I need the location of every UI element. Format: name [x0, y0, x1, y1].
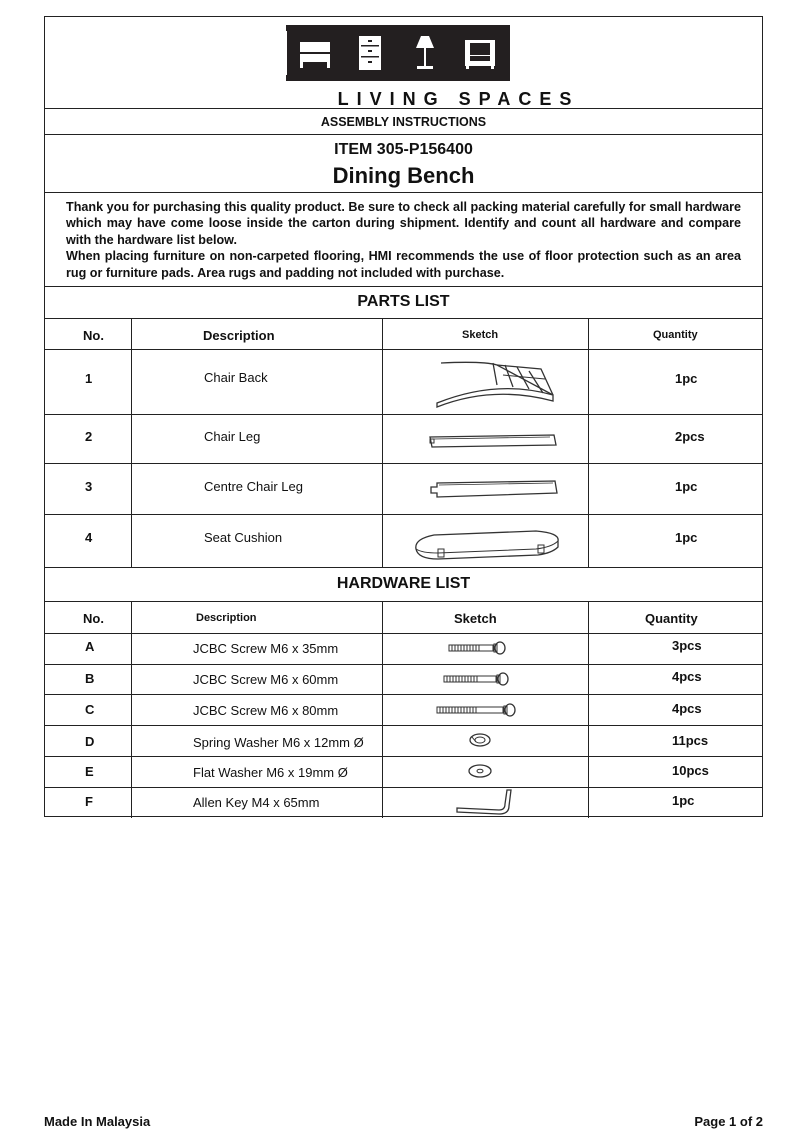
- table-row: [45, 350, 762, 415]
- brand-name: LIVING SPACES: [337, 89, 580, 109]
- hardware-quantity: 4pcs: [672, 669, 702, 684]
- hardware-quantity: 10pcs: [672, 763, 709, 778]
- flat-washer-icon: [467, 763, 493, 779]
- column-divider: [588, 319, 589, 568]
- part-no: 3: [85, 479, 93, 494]
- centre-chair-leg-icon: [429, 479, 559, 501]
- hardware-description: JCBC Screw M6 x 80mm: [193, 703, 339, 718]
- table-row: [45, 515, 762, 568]
- hardware-no: F: [85, 794, 93, 809]
- table-row: [45, 634, 762, 665]
- part-description: Chair Back: [204, 370, 268, 385]
- table-row: [45, 464, 762, 515]
- chair-leg-icon: [428, 433, 558, 451]
- hardware-no: A: [85, 639, 95, 654]
- part-quantity: 2pcs: [675, 429, 705, 444]
- hardware-description: Spring Washer M6 x 12mm Ø: [193, 735, 364, 750]
- hardware-no: C: [85, 702, 95, 717]
- hardware-quantity: 1pc: [672, 793, 695, 808]
- hardware-quantity: 4pcs: [672, 701, 702, 716]
- hardware-list-title: HARDWARE LIST: [45, 568, 762, 602]
- part-quantity: 1pc: [675, 371, 698, 386]
- column-divider: [131, 319, 132, 568]
- hardware-col-description: Description: [196, 612, 257, 624]
- document-frame: [44, 16, 763, 817]
- intro-paragraph: Thank you for purchasing this quality product. Be sure to check all packing material carefully for small hardware which may have come loose inside the carton during shipment. Identify and count all hardware and compare with the hardware list below.: [66, 200, 741, 247]
- parts-col-no: No.: [83, 328, 104, 343]
- intro-paragraph: When placing furniture on non-carpeted flooring, HMI recommends the use of floor protection such as an area rug or furniture pads. Area rugs and padding not included with purchase.: [66, 249, 741, 280]
- page-title: Dining Bench: [332, 163, 475, 188]
- column-divider: [382, 319, 383, 568]
- hardware-description: Flat Washer M6 x 19mm Ø: [193, 765, 348, 780]
- table-row: [45, 415, 762, 464]
- allen-key-icon: [455, 788, 515, 818]
- column-divider: [588, 602, 589, 818]
- table-row: [45, 695, 762, 726]
- column-divider: [382, 602, 383, 818]
- part-description: Seat Cushion: [204, 530, 283, 545]
- seat-cushion-icon: [412, 527, 562, 567]
- table-row: [45, 726, 762, 757]
- screw-icon: [443, 672, 513, 686]
- chair-back-icon: [433, 357, 557, 413]
- part-quantity: 1pc: [675, 479, 698, 494]
- part-quantity: 1pc: [675, 530, 698, 545]
- parts-col-description: Description: [203, 328, 275, 343]
- spring-washer-icon: [468, 732, 492, 748]
- footer-page-number: Page 1 of 2: [694, 1114, 763, 1129]
- table-row: [45, 665, 762, 695]
- hardware-no: D: [85, 734, 95, 749]
- column-divider: [131, 602, 132, 818]
- item-number: ITEM 305-P156400: [334, 141, 473, 158]
- footer-origin: Made In Malaysia: [44, 1114, 151, 1129]
- hardware-col-no: No.: [83, 611, 104, 626]
- hardware-description: JCBC Screw M6 x 35mm: [193, 641, 339, 656]
- hardware-description: JCBC Screw M6 x 60mm: [193, 672, 339, 687]
- hardware-quantity: 11pcs: [672, 733, 709, 748]
- hardware-col-sketch: Sketch: [454, 611, 497, 626]
- part-no: 1: [85, 371, 93, 386]
- part-no: 2: [85, 429, 93, 444]
- parts-col-quantity: Quantity: [653, 329, 698, 341]
- table-row: [45, 757, 762, 788]
- hardware-quantity: 3pcs: [672, 638, 702, 653]
- hardware-no: B: [85, 671, 95, 686]
- screw-icon: [436, 703, 520, 717]
- subtitle: ASSEMBLY INSTRUCTIONS: [45, 109, 762, 135]
- hardware-description: Allen Key M4 x 65mm: [193, 795, 320, 810]
- screw-icon: [448, 641, 510, 655]
- intro-row: [45, 17, 762, 287]
- part-no: 4: [85, 530, 93, 545]
- hardware-no: E: [85, 764, 94, 779]
- table-row: [45, 788, 762, 818]
- part-description: Chair Leg: [204, 429, 261, 444]
- part-description: Centre Chair Leg: [204, 479, 303, 494]
- parts-col-sketch: Sketch: [462, 329, 499, 341]
- parts-list-title: PARTS LIST: [45, 287, 762, 319]
- hardware-col-quantity: Quantity: [645, 611, 698, 626]
